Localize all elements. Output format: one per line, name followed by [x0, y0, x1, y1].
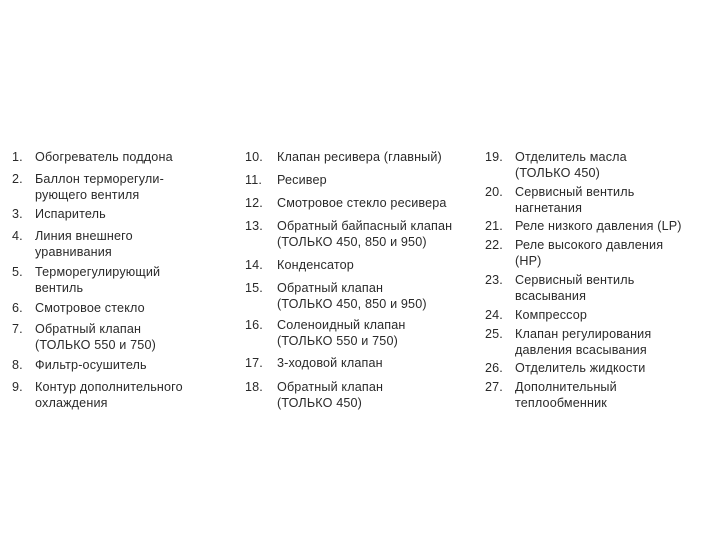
legend-item-number: 2.: [12, 172, 23, 186]
legend-item-number: 23.: [485, 273, 503, 287]
legend-item-number: 10.: [245, 150, 263, 164]
legend-item-number: 9.: [12, 380, 23, 394]
legend-item-number: 11.: [245, 173, 263, 187]
legend-item-label: Ресивер: [277, 173, 327, 187]
legend-item-number: 3.: [12, 207, 23, 221]
legend-item-number: 8.: [12, 358, 23, 372]
legend-item-label: Соленоидный клапан (ТОЛЬКО 550 и 750): [277, 318, 406, 348]
legend-item-label: Сервисный вентиль нагнетания: [515, 185, 635, 215]
legend-item-label: Смотровое стекло ресивера: [277, 196, 447, 210]
legend-item-number: 20.: [485, 185, 503, 199]
legend-item-label: Обратный байпасный клапан (ТОЛЬКО 450, 850 и 950): [277, 219, 453, 249]
legend-item-label: Линия внешнего уравнивания: [35, 229, 133, 259]
legend-item-number: 22.: [485, 238, 503, 252]
legend-item-number: 15.: [245, 281, 263, 295]
legend-item-number: 5.: [12, 265, 23, 279]
legend-item-label: Фильтр-осушитель: [35, 358, 147, 372]
legend-item-label: Контур дополнительного охлаждения: [35, 380, 183, 410]
legend-item-label: Дополнительный теплообменник: [515, 380, 617, 410]
legend-item-number: 14.: [245, 258, 263, 272]
legend-item-label: Отделитель жидкости: [515, 361, 646, 375]
legend-item-label: Сервисный вентиль всасывания: [515, 273, 635, 303]
legend-item-number: 13.: [245, 219, 263, 233]
legend-item-label: Обратный клапан (ТОЛЬКО 450): [277, 380, 384, 410]
legend-item-label: Реле высокого давления (HP): [515, 238, 664, 268]
legend-item-number: 19.: [485, 150, 503, 164]
legend-item-number: 21.: [485, 219, 503, 233]
legend-item-label: Клапан ресивера (главный): [277, 150, 442, 164]
legend-item-label: 3-ходовой клапан: [277, 356, 383, 370]
legend-item-label: Испаритель: [35, 207, 106, 221]
legend-item-label: Обогреватель поддона: [35, 150, 173, 164]
legend-item-label: Баллон терморегули- рующего вентиля: [35, 172, 164, 202]
legend-item-number: 16.: [245, 318, 263, 332]
legend-item-label: Обратный клапан (ТОЛЬКО 550 и 750): [35, 322, 156, 352]
legend-item-number: 4.: [12, 229, 23, 243]
legend-item-number: 12.: [245, 196, 263, 210]
legend-item-number: 18.: [245, 380, 263, 394]
legend-item-number: 17.: [245, 356, 263, 370]
legend-item-label: Отделитель масла (ТОЛЬКО 450): [515, 150, 627, 180]
legend-item-label: Обратный клапан (ТОЛЬКО 450, 850 и 950): [277, 281, 427, 311]
legend-item-number: 25.: [485, 327, 503, 341]
legend-item-number: 6.: [12, 301, 23, 315]
legend-item-number: 24.: [485, 308, 503, 322]
legend-item-label: Терморегулирующий вентиль: [35, 265, 161, 295]
legend-item-label: Реле низкого давления (LP): [515, 219, 682, 233]
legend-item-label: Смотровое стекло: [35, 301, 145, 315]
legend-item-number: 26.: [485, 361, 503, 375]
legend-item-label: Компрессор: [515, 308, 588, 322]
legend-item-label: Конденсатор: [277, 258, 354, 272]
legend-item-label: Клапан регулирования давления всасывания: [515, 327, 652, 357]
legend-item-number: 1.: [12, 150, 23, 164]
legend-item-number: 7.: [12, 322, 23, 336]
legend-item-number: 27.: [485, 380, 503, 394]
